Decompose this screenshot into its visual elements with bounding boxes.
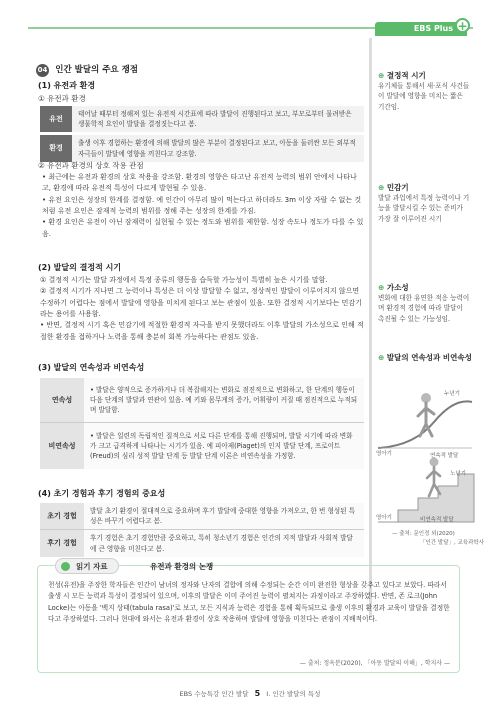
sidebar-note-title: 민감기 [386, 183, 409, 192]
table-row [40, 423, 364, 469]
table-row [40, 106, 364, 132]
part1-title: (1) 유전과 환경 [38, 81, 96, 90]
bullet-item: • 환경 요인은 유전이 아닌 잠재력이 실현될 수 있는 정도와 범위를 제한함. 성장 속도나 정도가 다를 수 있음. [42, 218, 364, 238]
critical-period-items [40, 275, 364, 343]
reading-source: — 출처: 정옥분(2020), 「아동 발달의 이해」, 학지사 — [299, 660, 450, 667]
row-label: 후기 경험 [40, 530, 84, 556]
sidebar-note-sensitive [378, 182, 470, 224]
bullet-icon: ⊕ [378, 283, 387, 292]
interaction-bullets [42, 172, 364, 240]
page-footer [0, 688, 500, 700]
table-row [40, 135, 364, 161]
sidebar-note-text: 발달 과업에서 특정 능력이나 기능을 발달시킬 수 있는 준비가 가장 잘 이루어진 시기 [378, 194, 470, 223]
section-number-badge: 04 [36, 64, 49, 77]
fig-label-bottom-tag: 노년기 [450, 471, 466, 477]
table-row [40, 530, 364, 556]
page-number: 5 [254, 689, 261, 698]
row-label: 초기 경험 [40, 503, 84, 529]
fig-label-bottom-a: 영아기 [376, 515, 392, 521]
sidebar-note-plasticity [378, 282, 470, 324]
ebs-plus-tab: EBS Plus [375, 22, 467, 36]
plus-icon: + [455, 18, 470, 33]
sidebar-note-critical [378, 70, 470, 112]
bullet-item: • 유전 요인은 성장의 한계를 결정함. 예 인간이 아무리 많이 먹는다고 하더라도 3m 이상 자랄 수 없는 것처럼 유전 요인은 잠재적 능력의 범위를 정해 주는 성장의 한계를 가짐. [42, 195, 362, 215]
row-text: • 발달은 일련의 독립적인 질적으로 서로 다른 단계를 통해 진행되며, 발달 시기에 따라 변화가 크고 급격하게 나타나는 시기가 있음. 예 피아제(Piaget)의 인지 발달 단계, 프로이트(Freud)의 심리 성적 발달 단계 등 발달 단계 이론은 비연속성을 가정함. [84, 423, 364, 469]
sidebar-divider [369, 38, 372, 618]
row-text: 후기 경험은 초기 경험만큼 중요하고, 특히 청소년기 경험은 인간의 지적 발달과 사회적 발달에 큰 영향을 미친다고 봄. [84, 530, 364, 556]
row-label: 유전 [40, 106, 72, 132]
row-text: 출생 이후 경험하는 환경에 의해 발달의 많은 부분이 결정된다고 보고, 아동을 둘러싼 모든 외부적 자극들이 발달에 영향을 끼친다고 강조함. [72, 135, 364, 161]
part4-title: (4) 초기 경험과 후기 경험의 중요성 [38, 489, 166, 498]
sidebar-note-title: 발달의 연속성과 비연속성 [386, 353, 472, 362]
row-label: 연속성 [40, 378, 84, 422]
heredity-environment-table [40, 106, 364, 162]
section-title: 인간 발달의 주요 쟁점 [55, 65, 139, 75]
sidebar-note-continuity [378, 352, 478, 363]
footer-book-title: EBS 수능특강 인간 발달 [179, 690, 249, 698]
row-text: 태어날 때부터 정해져 있는 유전적 시간표에 따라 발달이 진행된다고 보고, 부모로부터 물려받은 생물학적 요인이 발달을 결정짓는다고 봄. [72, 106, 364, 132]
table-row [40, 503, 364, 529]
fig-label-top-a: 영아기 [376, 451, 392, 457]
row-label: 비연속성 [40, 423, 84, 469]
bullet-icon: ⊕ [378, 71, 387, 80]
fig-label-top-tag: 누년기 [444, 391, 460, 397]
row-label: 환경 [40, 135, 72, 161]
part1-sub1: ① 유전과 환경 [38, 94, 86, 103]
list-item: ② 결정적 시기가 지나면 그 능력이나 특성은 더 이상 발달할 수 없고, 정상적인 발달이 이루어지지 않으면 수정하기 어렵다는 점에서 발달에 영향을 미치게 된다고 보는 관점이 있음. 또한 결정적 시기보다는 민감기라는 용어를 사용함. [40, 287, 362, 318]
list-item: • 반면, 결정적 시기 혹은 민감기에 적절한 환경적 자극을 받지 못했더라도 이후 발달의 가소성으로 인해 적절한 환경을 접하거나 노력을 통해 충분히 회복 가능하다는 관점도 있음. [40, 321, 364, 341]
part1-sub2: ② 유전과 환경의 상호 작용 관점 [38, 161, 144, 170]
figure-caption: — 출처: 문인정 외(2020) [392, 531, 455, 537]
sidebar-note-title: 결정적 시기 [386, 71, 426, 80]
bullet-item: • 최근에는 유전과 환경의 상호 작용을 강조함. 환경의 영향은 타고난 유전적 능력의 범위 안에서 나타나고, 환경에 따라 유전적 특성이 다르게 발현될 수 있음. [42, 173, 357, 193]
list-item: ① 결정적 시기는 발달 과정에서 특정 종류의 행동을 습득할 가능성이 특별히 높은 시기를 말함. [40, 276, 328, 284]
reading-badge: 읽기 자료 [76, 562, 108, 571]
reading-title: 유전과 환경의 논쟁 [150, 562, 214, 571]
continuity-table [40, 378, 364, 469]
reading-header [55, 558, 119, 574]
fig-label-top-b: 연속적 발달 [430, 453, 459, 459]
sidebar-note-text: 변화에 대한 유연한 적응 능력이며 환경적 경험에 따라 발달이 촉진될 수 있는 가능성임. [378, 294, 470, 323]
climbing-person-icon [427, 458, 440, 497]
footer-chapter: I. 인간 발달의 특성 [266, 690, 321, 698]
section-heading [36, 64, 366, 77]
sidebar-note-title: 가소성 [386, 283, 409, 292]
bullet-icon: ⊕ [378, 353, 387, 362]
part2-title: (2) 발달의 결정적 시기 [38, 263, 122, 272]
figure-caption-source: 「인간 발달」, 교육과학사 [420, 540, 485, 546]
sidebar-note-text: 유기체들 통해서 새·포식 사건들이 발달에 영향을 미치는 짧은 기간임. [378, 82, 470, 111]
fig-label-bottom-b: 비연속적 발달 [420, 517, 454, 523]
lightbulb-icon [61, 562, 70, 571]
row-text: 발달 초기 환경이 절대적으로 중요하며 후기 발달에 중대한 영향을 가져오고, 한 번 형성된 특성은 바꾸기 어렵다고 봄. [84, 503, 364, 529]
bullet-icon: ⊕ [378, 183, 387, 192]
table-row [40, 378, 364, 422]
reading-body: 천성(유전)을 주장한 학자들은 인간이 남녀의 정자와 난자의 결합에 의해 수정되는 순간 이미 완전한 형상을 갖추고 있다고 보았다. 따라서 출생 시 모든 능력과 특성이 결정되어 있으며, 이후의 발달은 이미 주어진 능력이 펼쳐지는 과정이라고 주장하였다. 반면, 존 로크(John Locke)는 아동을 '백지 상태(tabula rasa)'로 보고, 모든 지식과 능력은 경험을 통해 획득되므로 출생 이후의 환경과 교육이 발달을 결정한다고 주장하였다. 그러나 현대에 와서는 유전과 환경이 상호 작용하며 발달에 영향을 미친다는 관점이 지배적이다. [48, 581, 450, 624]
part3-title: (3) 발달의 연속성과 비연속성 [38, 363, 145, 372]
row-text: • 발달은 양적으로 증가하거나 더 복잡해지는 변화로 점진적으로 변화하고, 한 단계의 행동이 다음 단계의 발달과 연관이 있음. 예 키와 몸무게의 증가, 어휘량이 커질 때 점진적으로 누적되며 발달함. [84, 378, 364, 422]
experience-table [40, 503, 364, 557]
